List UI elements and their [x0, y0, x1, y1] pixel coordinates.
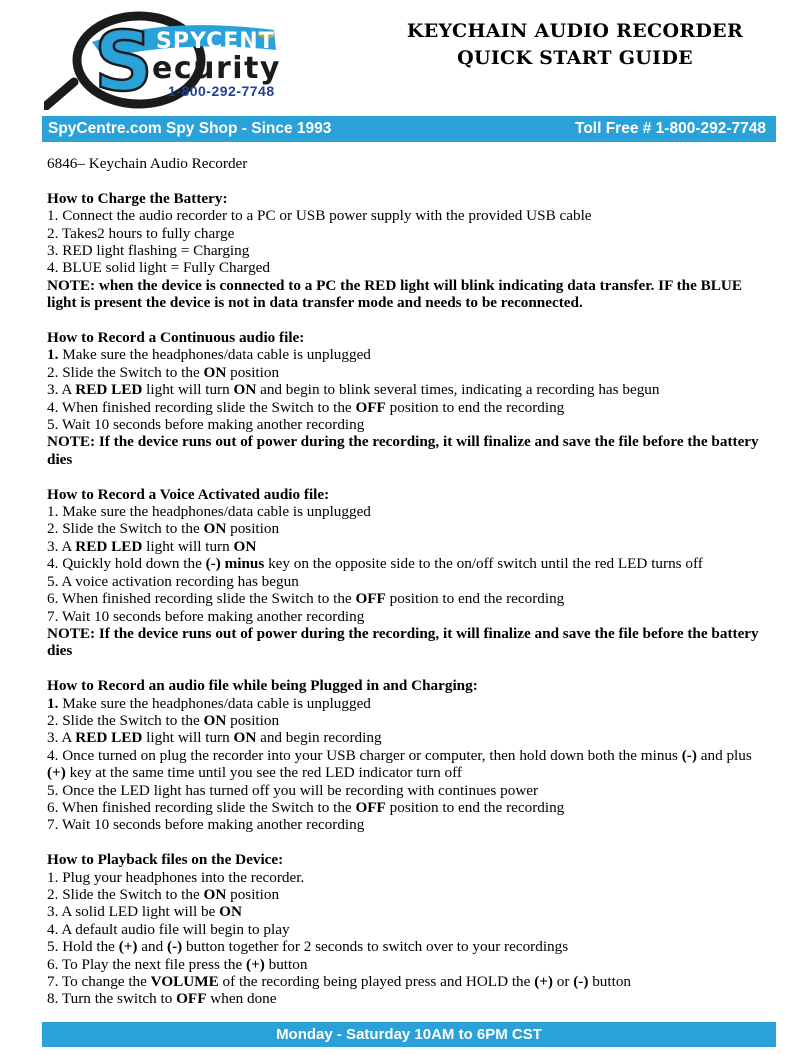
section-note: NOTE: when the device is connected to a PC the RED light will blink indicating data transfer. IF the BLUE light is present the device is not in data transfer mode and needs to be reconnected. [47, 276, 742, 312]
step-emphasis: RED LED [75, 381, 143, 399]
step-text: Make sure the headphones/data cable is unplugged [58, 346, 371, 364]
step-item [47, 938, 773, 955]
step-item [47, 973, 773, 990]
step-text: 7. Wait 10 seconds before making another recording [47, 816, 365, 834]
top-banner [42, 116, 776, 142]
step-item [47, 538, 773, 555]
step-item [47, 259, 773, 276]
step-emphasis: ON [203, 363, 227, 381]
logo-phone: 1-800-292-7748 [168, 83, 275, 99]
section-heading: How to Charge the Battery: [47, 189, 228, 207]
section-note: NOTE: If the device runs out of power during the recording, it will finalize and save the file before the battery dies [47, 624, 759, 660]
step-text: when done [206, 990, 277, 1008]
step-text: 1. Make sure the headphones/data cable is unplugged [47, 503, 371, 521]
step-text: position to end the recording [385, 398, 565, 416]
step-text: 3. A solid LED light will be [47, 903, 220, 921]
section-spacer [47, 172, 773, 189]
step-emphasis: 1. [47, 694, 59, 712]
spycentre-security-logo [44, 10, 334, 110]
step-emphasis: ON [233, 729, 257, 747]
step-text: 6. To Play the next file press the [47, 955, 247, 973]
step-text: position [226, 520, 280, 538]
step-emphasis: ON [203, 520, 227, 538]
step-text: 2. Slide the Switch to the [47, 885, 204, 903]
step-item [47, 503, 773, 520]
step-text: 2. Slide the Switch to the [47, 520, 204, 538]
step-item [47, 242, 773, 259]
step-item [47, 399, 773, 416]
step-text: button [264, 955, 308, 973]
step-item [47, 573, 773, 590]
step-emphasis: 1. [47, 346, 59, 364]
step-emphasis: (+) [118, 938, 138, 956]
step-item [47, 747, 773, 782]
section-heading: How to Playback files on the Device: [47, 851, 284, 869]
step-text: light will turn [142, 381, 234, 399]
step-item [47, 990, 773, 1007]
step-text: and begin recording [256, 729, 382, 747]
step-item [47, 799, 773, 816]
section-note: NOTE: If the device runs out of power during the recording, it will finalize and save the file before the battery dies [47, 433, 759, 468]
step-text: 3. A [47, 537, 76, 555]
step-text: position to end the recording [385, 798, 565, 816]
step-text: 5. Wait 10 seconds before making another recording [47, 416, 365, 434]
step-text: position [226, 363, 280, 381]
step-text: 5. A voice activation recording has begun [47, 572, 299, 590]
title-line-2: QUICK START GUIDE [457, 47, 693, 69]
step-emphasis: (+) [47, 764, 66, 782]
step-item [47, 869, 773, 886]
document-title [370, 18, 780, 72]
step-emphasis: ON [203, 885, 227, 903]
step-item [47, 782, 773, 799]
business-hours-banner: Monday - Saturday 10AM to 6PM CST [42, 1022, 776, 1047]
step-text: 5. Once the LED light has turned off you will be recording with continues power [47, 781, 539, 799]
section-spacer [47, 468, 773, 485]
step-text: 2. Slide the Switch to the [47, 711, 204, 729]
step-text: button [588, 973, 632, 991]
step-emphasis: OFF [355, 398, 386, 416]
step-emphasis: RED LED [75, 537, 143, 555]
step-text: or [552, 973, 574, 991]
section-spacer [47, 660, 773, 677]
step-item [47, 729, 773, 746]
step-item [47, 695, 773, 712]
step-item [47, 207, 773, 224]
step-item [47, 555, 773, 572]
step-text: light will turn [142, 729, 234, 747]
step-item [47, 364, 773, 381]
step-emphasis: (-) minus [205, 555, 265, 573]
logo-initial: S [94, 15, 154, 110]
step-text: and plus [696, 746, 752, 764]
step-text: 4. A default audio file will begin to play [47, 920, 290, 938]
top-banner-shop: SpyCentre.com Spy Shop - Since 1993 [48, 120, 332, 137]
step-text: 5. Hold the [47, 938, 119, 956]
step-item [47, 956, 773, 973]
step-text: 3. A [47, 381, 76, 399]
step-emphasis: ON [233, 537, 257, 555]
step-text: 3. A [47, 729, 76, 747]
step-text: and [137, 938, 168, 956]
step-text: button together for 2 seconds to switch over to your recordings [182, 938, 569, 956]
step-text: 3. RED light flashing = Charging [47, 242, 250, 260]
top-banner-phone: Toll Free # 1-800-292-7748 [575, 120, 766, 137]
step-text: 6. When finished recording slide the Switch to the [47, 590, 356, 608]
step-item [47, 816, 773, 833]
section-heading: How to Record a Voice Activated audio file: [47, 485, 330, 503]
step-text: position [226, 885, 280, 903]
step-item [47, 886, 773, 903]
step-text: 2. Takes2 hours to fully charge [47, 224, 235, 242]
guide-content [47, 155, 773, 1008]
step-text: of the recording being played press and HOLD the [218, 973, 535, 991]
step-emphasis: OFF [176, 990, 207, 1008]
section-heading: How to Record an audio file while being Plugged in and Charging: [47, 677, 478, 695]
step-text: position to end the recording [385, 590, 565, 608]
step-item [47, 921, 773, 938]
step-item [47, 903, 773, 920]
step-emphasis: (-) [167, 938, 183, 956]
step-text: key at the same time until you see the red LED indicator turn off [65, 764, 462, 782]
step-text: 4. Quickly hold down the [47, 555, 206, 573]
step-text: 4. BLUE solid light = Fully Charged [47, 259, 271, 277]
step-text: 4. When finished recording slide the Switch to the [47, 398, 356, 416]
step-emphasis: OFF [355, 590, 386, 608]
step-text: key on the opposite side to the on/off switch until the red LED turns off [264, 555, 703, 573]
section-heading: How to Record a Continuous audio file: [47, 329, 305, 347]
step-emphasis: (+) [246, 955, 265, 973]
step-text: 1. Plug your headphones into the recorder. [47, 868, 305, 886]
step-text: 2. Slide the Switch to the [47, 363, 204, 381]
section-spacer [47, 834, 773, 851]
step-item [47, 712, 773, 729]
step-item [47, 225, 773, 242]
step-item [47, 381, 773, 398]
step-text: 1. Connect the audio recorder to a PC or USB power supply with the provided USB cable [47, 207, 592, 225]
step-item [47, 590, 773, 607]
product-line: 6846– Keychain Audio Recorder [47, 155, 248, 172]
step-emphasis: RED LED [75, 729, 143, 747]
step-item [47, 608, 773, 625]
step-text: light will turn [142, 537, 234, 555]
step-emphasis: (+) [534, 973, 553, 991]
step-item [47, 416, 773, 433]
step-emphasis: VOLUME [150, 973, 219, 991]
step-item [47, 346, 773, 363]
step-emphasis: (-) [573, 973, 589, 991]
title-line-1: KEYCHAIN AUDIO RECORDER [406, 20, 744, 42]
step-emphasis: ON [219, 903, 242, 921]
step-text: 8. Turn the switch to [47, 990, 177, 1008]
logo-brand-top: SPYCENTRE [156, 29, 309, 54]
step-text: 4. Once turned on plug the recorder into your USB charger or computer, then hold down both the minus [47, 746, 682, 764]
step-emphasis: (-) [681, 746, 697, 764]
step-text: 7. To change the [47, 973, 151, 991]
step-text: 7. Wait 10 seconds before making another recording [47, 607, 365, 625]
step-item [47, 520, 773, 537]
step-text: 6. When finished recording slide the Switch to the [47, 798, 356, 816]
step-emphasis: OFF [355, 798, 386, 816]
step-emphasis: ON [233, 381, 257, 399]
logo-brand-bottom: ecurity [152, 51, 281, 86]
step-emphasis: ON [203, 711, 227, 729]
section-spacer [47, 312, 773, 329]
step-text: Make sure the headphones/data cable is unplugged [58, 694, 371, 712]
step-text: and begin to blink several times, indicating a recording has begun [256, 381, 660, 399]
step-text: position [226, 711, 280, 729]
